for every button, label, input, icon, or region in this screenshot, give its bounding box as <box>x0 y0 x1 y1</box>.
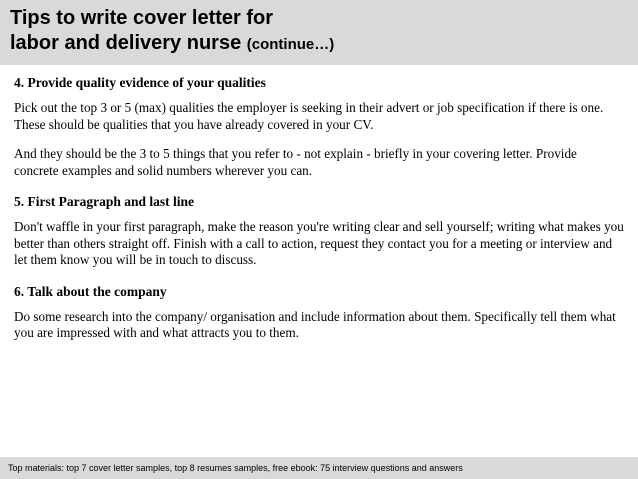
slide-body <box>0 65 638 342</box>
slide-title-line-2 <box>10 31 628 57</box>
slide-title-line-1: Tips to write cover letter for <box>10 7 274 29</box>
footer-text: Top materials: top 7 cover letter samples, top 8 resumes samples, free ebook: 75 interview questions and answers <box>8 463 463 473</box>
section-heading-4: 4. Provide quality evidence of your qualities <box>14 75 266 90</box>
section-6-paragraph-1: Do some research into the company/ organisation and include information about them. Specifically tell them what you are impressed with and what attracts you to them. <box>14 308 616 340</box>
slide-footer <box>0 457 638 479</box>
slide-title-line-2-main: labor and delivery nurse <box>10 32 242 54</box>
slide-title-continue-label: (continue…) <box>246 36 335 53</box>
slide-title-block <box>0 0 638 65</box>
section-heading-6: 6. Talk about the company <box>14 283 167 299</box>
section-4-paragraph-2: And they should be the 3 to 5 things that you refer to - not explain - briefly in your covering letter. Provide concrete examples and solid numbers wherever you can. <box>14 146 577 178</box>
section-4-paragraph-1: Pick out the top 3 or 5 (max) qualities the employer is seeking in their advert or job specification if there is one. These should be qualities that you have already covered in your CV. <box>14 100 604 132</box>
section-5-paragraph-1: Don't waffle in your first paragraph, make the reason you're writing clear and sell yourself; writing what makes you better than others straight off. Finish with a call to action, request they contact you for a meeting or interview and let them know you will be in touch to discuss. <box>14 219 624 267</box>
section-heading-5: 5. First Paragraph and last line <box>14 194 195 209</box>
